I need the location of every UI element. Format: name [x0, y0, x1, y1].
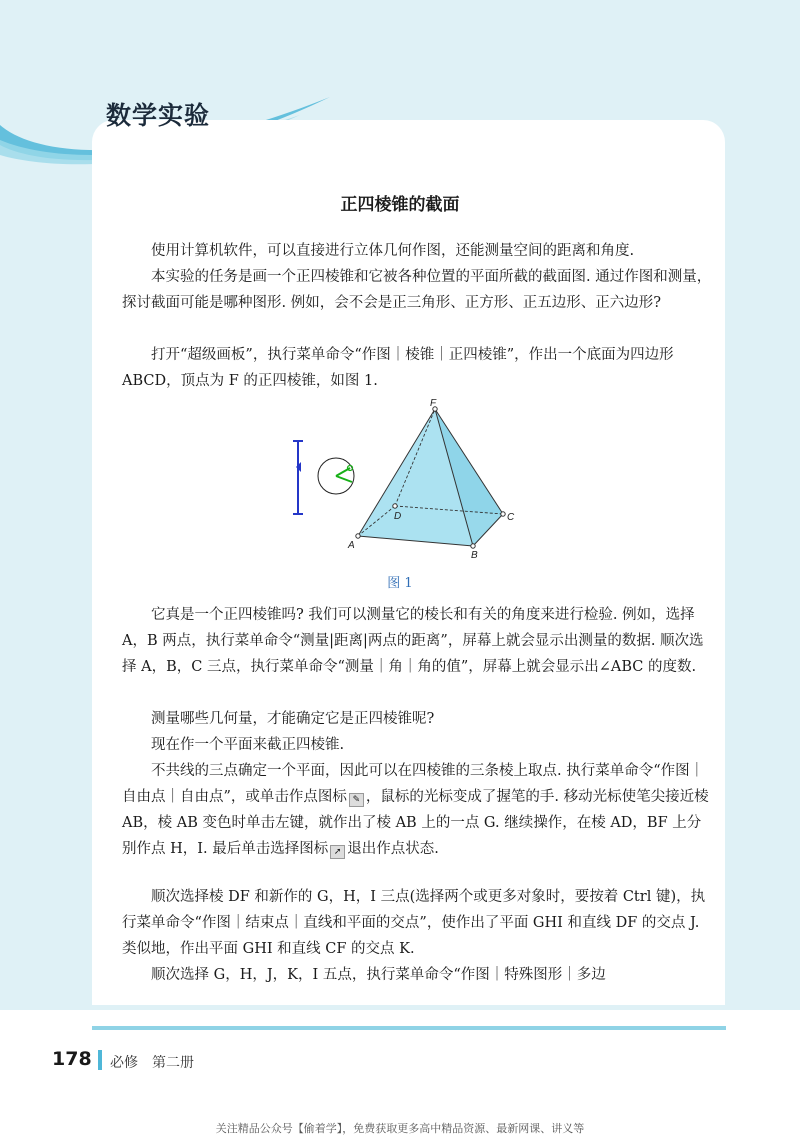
- paragraph-1: 使用计算机软件，可以直接进行立体几何作图，还能测量空间的距离和角度.: [151, 243, 635, 259]
- paragraph-7-part-b: ，鼠标的光标变成了握笔的手. 移动光标使笔尖接近棱 AB，棱 AB 变色时单击左键，就作出了棱 AB 上的一点 G. 继续操作，在棱 AD，BF 上分别作点 H，I. 最后单击选择图标: [122, 789, 709, 857]
- paragraph-5: 测量哪些几何量，才能确定它是正四棱锥呢?: [151, 711, 435, 727]
- vertex-label-f: F: [430, 398, 437, 409]
- paragraph-7-part-c: 退出作点状态.: [347, 841, 439, 857]
- paragraph-7: [122, 758, 712, 862]
- paragraph-8: 顺次选择棱 DF 和新作的 G，H，I 三点(选择两个或更多对象时，要按着 Ctrl 键)，执行菜单命令“作图｜结束点｜直线和平面的交点”，使作出了平面 GHI 和直线 DF 的交点 J. 类似地，作出平面 GHI 和直线 CF 的交点 K.: [122, 889, 706, 957]
- footer-rule: [92, 1026, 726, 1030]
- page-number-bar: [98, 1050, 102, 1070]
- footer-note: 关注精品公众号【偷着学】，免费获取更多高中精品资源、最新网课、讲义等: [215, 1122, 585, 1135]
- section-title: 数学实验: [106, 101, 211, 130]
- paragraph-7-part-a: 不共线的三点确定一个平面，因此可以在四棱锥的三条棱上取点. 执行菜单命令“作图｜自由点｜自由点”，或单击作点图标: [122, 763, 705, 805]
- paragraph-6: 现在作一个平面来截正四棱锥.: [151, 737, 345, 753]
- pen-icon: ✎: [349, 793, 364, 807]
- vertex-label-a: A: [348, 540, 355, 551]
- pyramid-figure: [290, 396, 530, 561]
- vertex-label-b: B: [471, 550, 478, 561]
- paragraph-2: 本实验的任务是画一个正四棱锥和它被各种位置的平面所截的截面图. 通过作图和测量，探讨截面可能是哪种图形. 例如，会不会是正三角形、正方形、正五边形、正六边形?: [122, 269, 712, 311]
- figure-caption: 图 1: [387, 576, 413, 591]
- vertex-label-d: D: [394, 511, 402, 522]
- page-number: 178: [52, 1048, 92, 1070]
- paragraph-9: 顺次选择 G，H，J，K，I 五点，执行菜单命令“作图｜特殊图形｜多边: [151, 967, 606, 983]
- paragraph-4: 它真是一个正四棱锥吗? 我们可以测量它的棱长和有关的角度来进行检验. 例如，选择 A，B 两点，执行菜单命令“测量|距离|两点的距离”，屏幕上就会显示出测量的数据. 顺次选择 A，B，C 三点，执行菜单命令“测量｜角｜角的值”，屏幕上就会显示出∠ABC 的度数.: [122, 607, 704, 675]
- document-title: 正四棱锥的截面: [340, 195, 460, 215]
- paragraph-3: 打开“超级画板”，执行菜单命令“作图｜棱锥｜正四棱锥”，作出一个底面为四边形 ABCD，顶点为 F 的正四棱锥，如图 1.: [122, 347, 674, 389]
- cursor-icon: ➚: [330, 845, 345, 859]
- book-name: 必修 第二册: [110, 1055, 194, 1071]
- vertex-label-c: C: [507, 512, 515, 523]
